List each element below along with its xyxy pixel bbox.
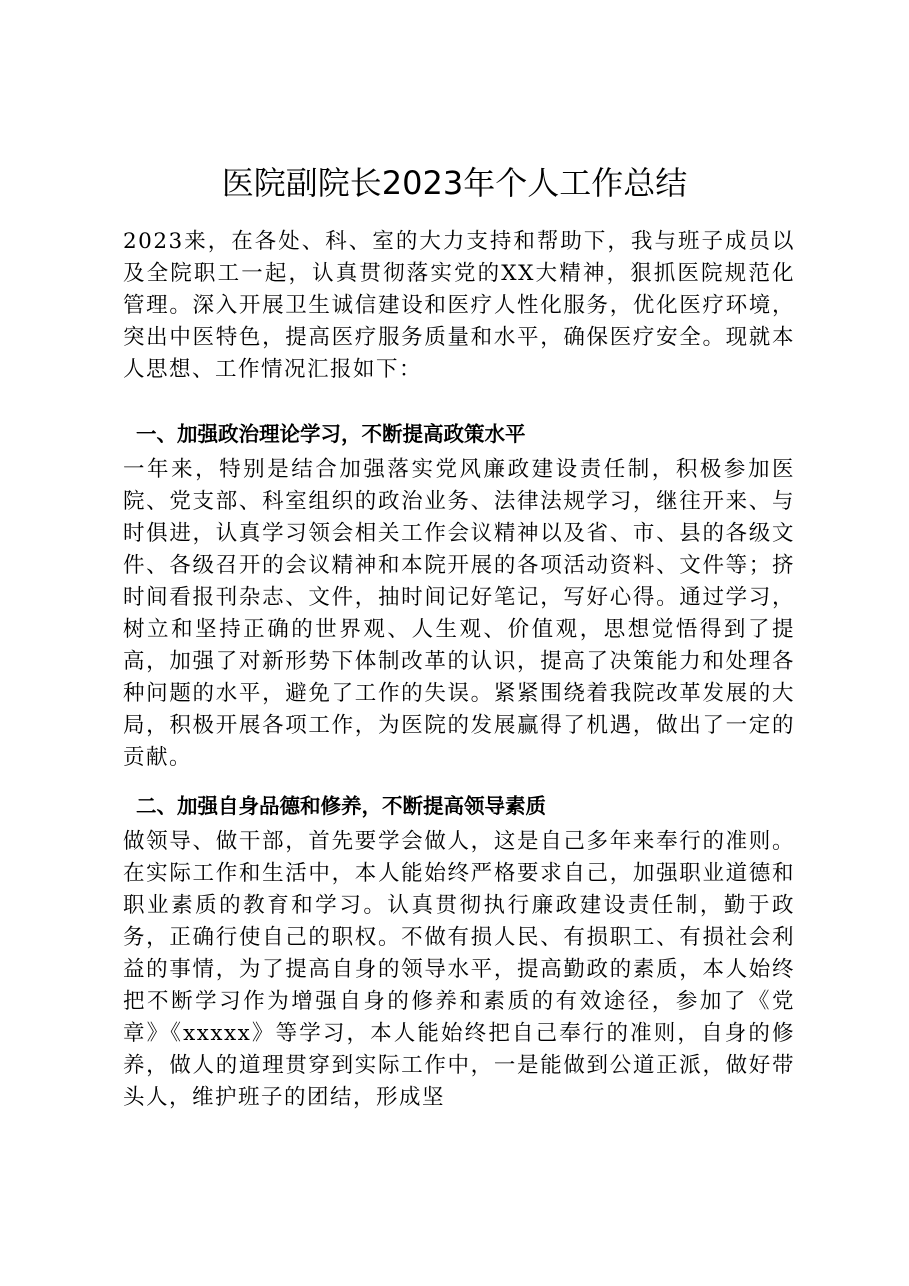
section-1-paragraph: 一年来，特别是结合加强落实党风廉政建设责任制，积极参加医院、党支部、科室组织的政治业务、法律法规学习，继往开来、与时俱进，认真学习领会相关工作会议精神以及省、市、县的各级文件、各级召开的会议精神和本院开展的各项活动资料、文件等；挤时间看报刊杂志、文件，抽时间记好笔记，写好心得。通过学习，树立和坚持正确的世界观、人生观、价值观，思想觉悟得到了提高，加强了对新形势下体制改革的认识，提高了决策能力和处理各种问题的水平，避免了工作的失误。紧紧围绕着我院改革发展的大局，积极开展各项工作，为医院的发展赢得了机遇，做出了一定的贡献。 [123, 457, 795, 770]
document-title: 医院副院长2023年个人工作总结 [221, 164, 688, 202]
section-heading-1: 一、加强政治理论学习，不断提高政策水平 [136, 422, 526, 446]
intro-paragraph: 2023来，在各处、科、室的大力支持和帮助下，我与班子成员以及全院职工一起，认真贯彻落实党的XX大精神，狠抓医院规范化管理。深入开展卫生诚信建设和医疗人性化服务，优化医疗环境，突出中医特色，提高医疗服务质量和水平，确保医疗安全。现就本人思想、工作情况汇报如下： [123, 229, 795, 382]
section-heading-2: 二、加强自身品德和修养，不断提高领导素质 [136, 794, 546, 818]
section-2-paragraph: 做领导、做干部，首先要学会做人，这是自己多年来奉行的准则。在实际工作和生活中，本人能始终严格要求自己，加强职业道德和职业素质的教育和学习。认真贯彻执行廉政建设责任制，勤于政务，正确行使自己的职权。不做有损人民、有损职工、有损社会利益的事情，为了提高自身的领导水平，提高勤政的素质，本人始终把不断学习作为增强自身的修养和素质的有效途径，参加了《党章》《xxxxx》等学习，本人能始终把自己奉行的准则，自身的修养，做人的道理贯穿到实际工作中，一是能做到公道正派，做好带头人，维护班子的团结，形成坚 [123, 829, 795, 1110]
